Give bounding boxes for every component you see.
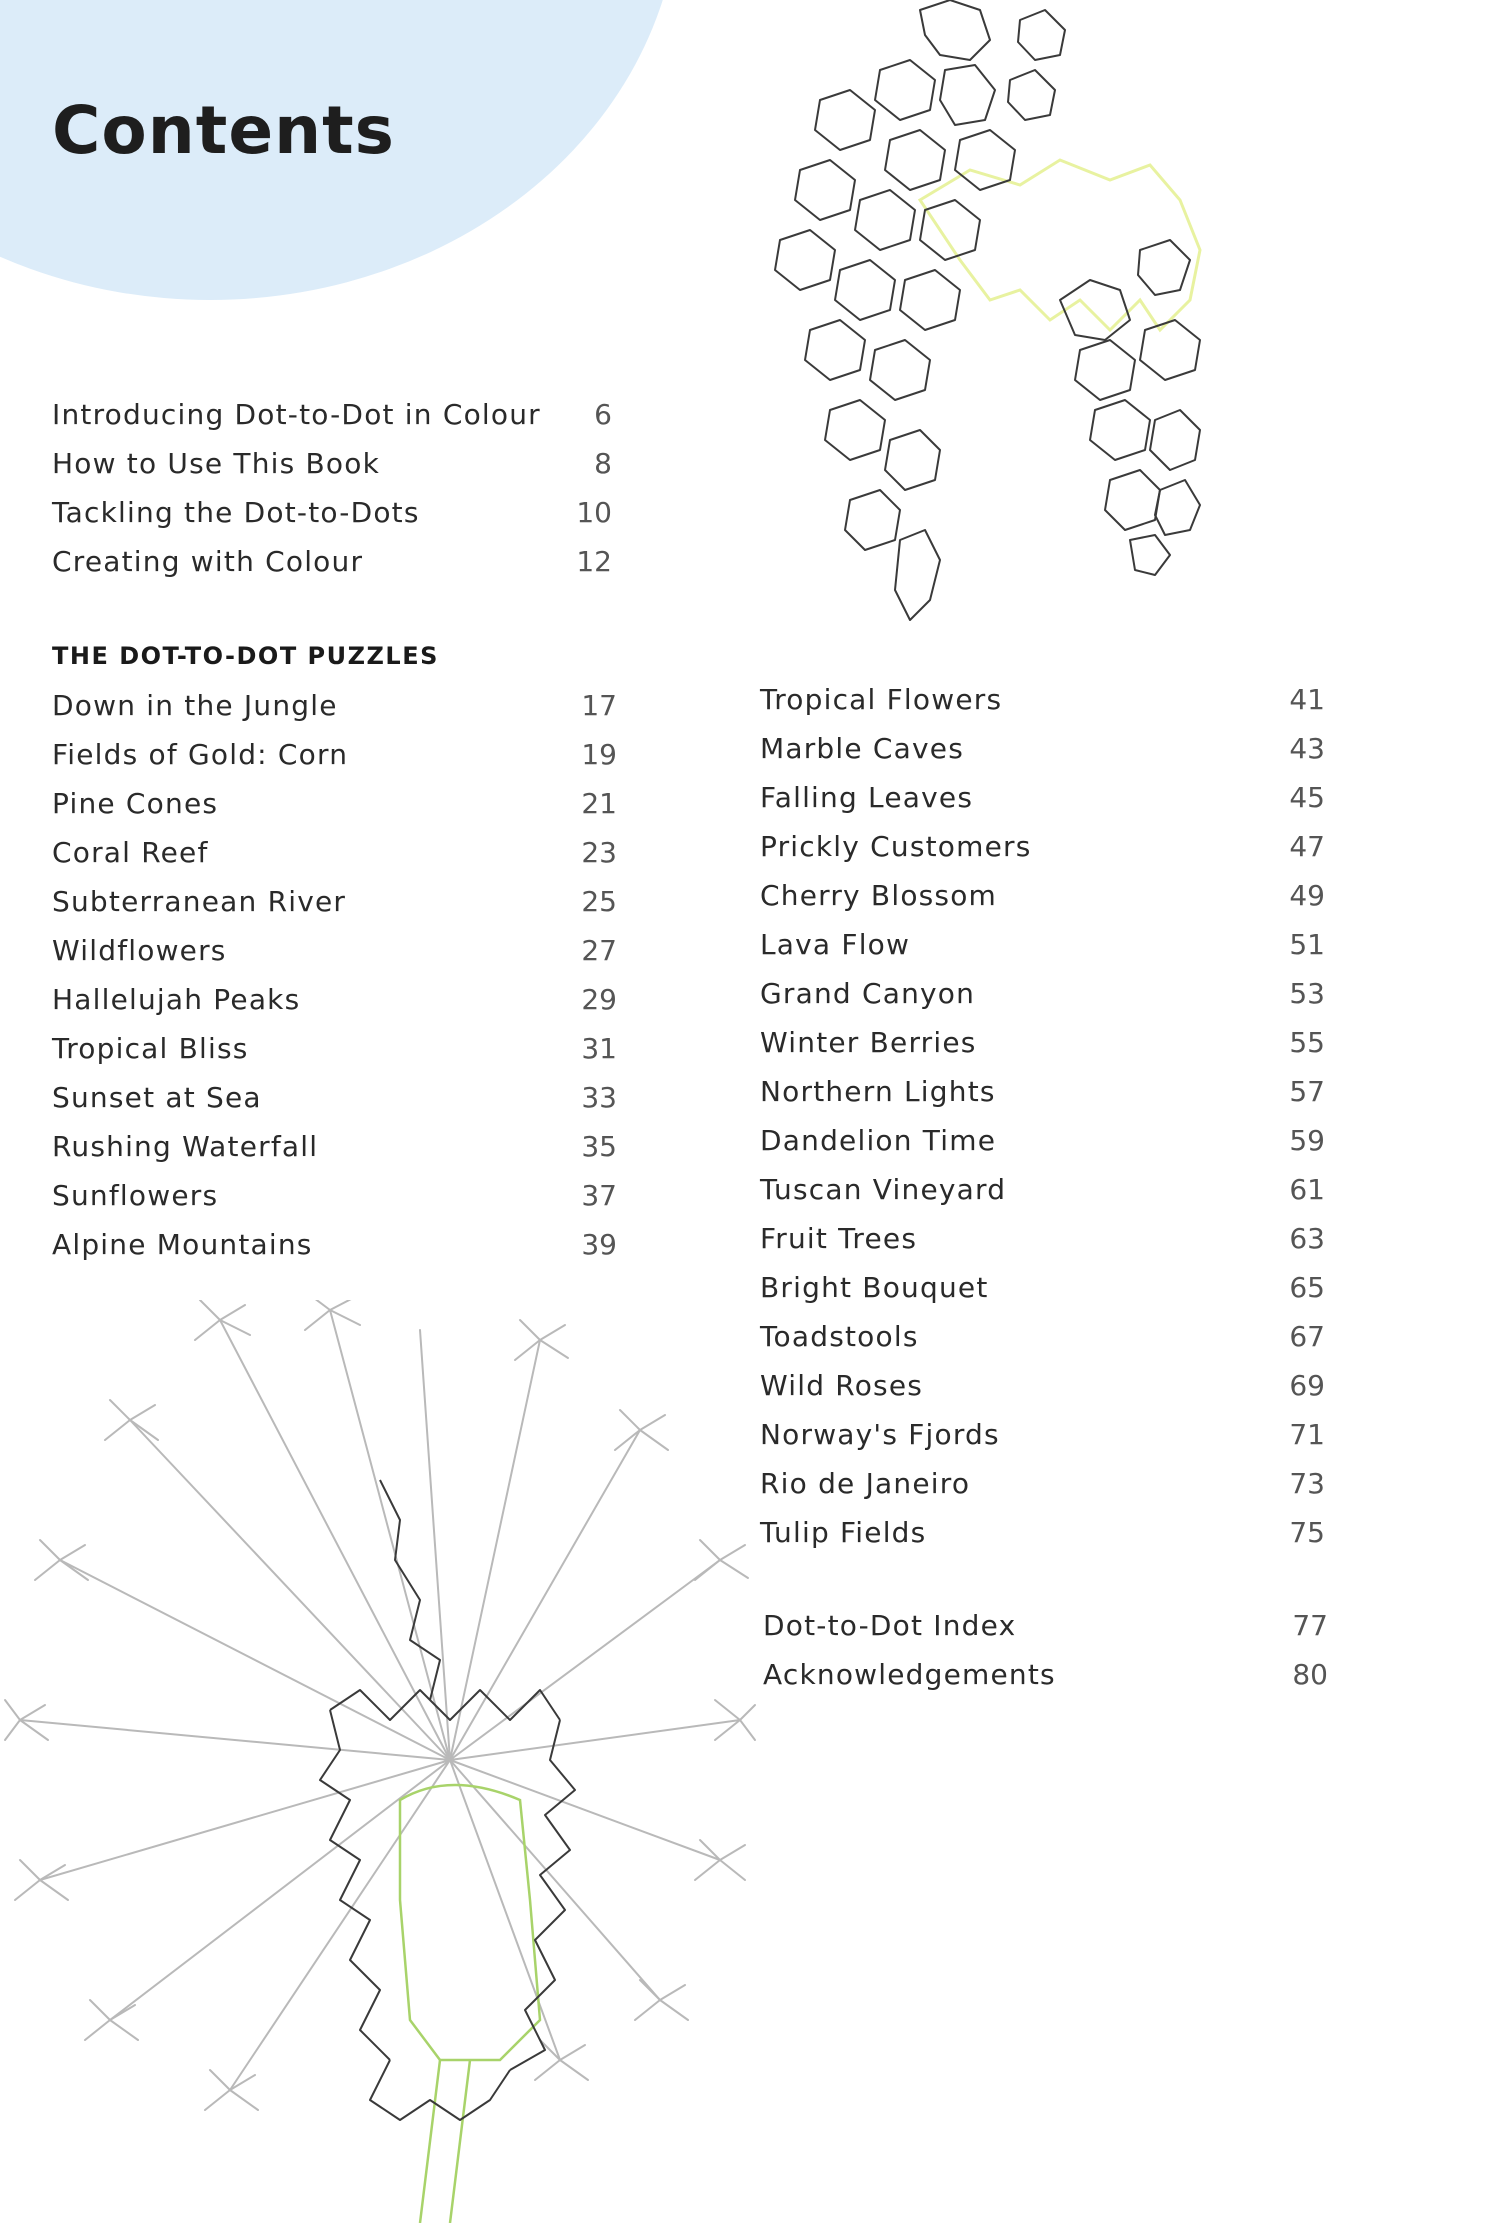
toc-entry-title: Dandelion Time: [760, 1124, 997, 1157]
toc-entry-title: Tackling the Dot-to-Dots: [52, 496, 420, 529]
toc-entry[interactable]: [763, 1601, 1328, 1650]
toc-entry-title: Down in the Jungle: [52, 689, 338, 722]
toc-entry-title: Grand Canyon: [760, 977, 976, 1010]
toc-entry[interactable]: [52, 1122, 617, 1171]
toc-entry-page: 27: [581, 934, 617, 967]
toc-entry-title: Tropical Flowers: [760, 683, 1003, 716]
toc-entry-title: Pine Cones: [52, 787, 219, 820]
intro-section: [52, 390, 612, 586]
toc-entry-page: 45: [1289, 781, 1325, 814]
toc-entry-title: Tropical Bliss: [52, 1032, 249, 1065]
toc-entry-page: 77: [1292, 1609, 1328, 1642]
toc-entry[interactable]: [52, 1073, 617, 1122]
toc-entry-title: Rushing Waterfall: [52, 1130, 319, 1163]
toc-entry-title: Alpine Mountains: [52, 1228, 313, 1261]
toc-entry[interactable]: [52, 877, 617, 926]
toc-entry-page: 59: [1289, 1124, 1325, 1157]
toc-entry-title: Marble Caves: [760, 732, 965, 765]
toc-entry-title: Introducing Dot-to-Dot in Colour: [52, 398, 541, 431]
toc-entry-page: 51: [1289, 928, 1325, 961]
toc-entry-page: 31: [581, 1032, 617, 1065]
toc-entry-title: Wild Roses: [760, 1369, 924, 1402]
toc-entry-page: 19: [581, 738, 617, 771]
toc-entry[interactable]: [52, 439, 612, 488]
toc-entry[interactable]: [52, 779, 617, 828]
toc-entry-page: 39: [581, 1228, 617, 1261]
toc-entry-title: Sunflowers: [52, 1179, 219, 1212]
toc-entry-page: 63: [1289, 1222, 1325, 1255]
puzzles-right-column: [760, 675, 1325, 1557]
toc-entry-page: 10: [576, 496, 612, 529]
toc-entry-title: Fruit Trees: [760, 1222, 918, 1255]
toc-entry[interactable]: [760, 822, 1325, 871]
toc-entry-page: 71: [1289, 1418, 1325, 1451]
toc-entry-page: 61: [1289, 1173, 1325, 1206]
toc-entry-page: 55: [1289, 1026, 1325, 1059]
toc-entry-title: Winter Berries: [760, 1026, 977, 1059]
toc-entry-page: 69: [1289, 1369, 1325, 1402]
toc-entry-page: 17: [581, 689, 617, 722]
toc-entry[interactable]: [760, 1459, 1325, 1508]
toc-entry-title: Bright Bouquet: [760, 1271, 989, 1304]
toc-entry[interactable]: [760, 773, 1325, 822]
toc-entry[interactable]: [52, 1220, 617, 1269]
toc-entry[interactable]: [760, 1067, 1325, 1116]
toc-entry-page: 37: [581, 1179, 617, 1212]
toc-entry-title: How to Use This Book: [52, 447, 381, 480]
toc-entry-page: 65: [1289, 1271, 1325, 1304]
toc-entry-title: Norway's Fjords: [760, 1418, 1000, 1451]
page-title: Contents: [52, 92, 395, 169]
toc-entry[interactable]: [52, 681, 617, 730]
toc-entry-title: Rio de Janeiro: [760, 1467, 971, 1500]
toc-entry-title: Coral Reef: [52, 836, 209, 869]
toc-entry-page: 57: [1289, 1075, 1325, 1108]
toc-entry-title: Wildflowers: [52, 934, 227, 967]
toc-entry[interactable]: [52, 730, 617, 779]
toc-entry-title: Toadstools: [760, 1320, 919, 1353]
toc-entry-title: Lava Flow: [760, 928, 911, 961]
toc-entry-title: Hallelujah Peaks: [52, 983, 301, 1016]
toc-entry-page: 75: [1289, 1516, 1325, 1549]
grape-cluster-illustration: [760, 0, 1360, 630]
back-matter-section: [763, 1601, 1328, 1699]
toc-entry-page: 67: [1289, 1320, 1325, 1353]
toc-entry-title: Subterranean River: [52, 885, 347, 918]
toc-entry[interactable]: [52, 537, 612, 586]
toc-entry[interactable]: [760, 1361, 1325, 1410]
toc-entry-page: 12: [576, 545, 612, 578]
toc-entry-page: 73: [1289, 1467, 1325, 1500]
toc-entry[interactable]: [760, 1116, 1325, 1165]
toc-entry[interactable]: [52, 1171, 617, 1220]
toc-entry-title: Falling Leaves: [760, 781, 974, 814]
toc-entry-title: Acknowledgements: [763, 1658, 1056, 1691]
toc-entry-title: Cherry Blossom: [760, 879, 998, 912]
toc-entry[interactable]: [760, 724, 1325, 773]
toc-entry[interactable]: [763, 1650, 1328, 1699]
toc-entry-page: 6: [594, 398, 612, 431]
toc-entry-page: 47: [1289, 830, 1325, 863]
toc-entry-title: Dot-to-Dot Index: [763, 1609, 1017, 1642]
toc-entry[interactable]: [52, 926, 617, 975]
toc-entry[interactable]: [760, 1214, 1325, 1263]
toc-entry[interactable]: [52, 1024, 617, 1073]
toc-entry-page: 43: [1289, 732, 1325, 765]
toc-entry[interactable]: [52, 488, 612, 537]
toc-entry-title: Sunset at Sea: [52, 1081, 262, 1114]
toc-entry[interactable]: [760, 1165, 1325, 1214]
toc-entry[interactable]: [760, 1263, 1325, 1312]
toc-entry-title: Fields of Gold: Corn: [52, 738, 349, 771]
puzzles-left-column: [52, 640, 617, 1269]
toc-entry[interactable]: [760, 920, 1325, 969]
toc-entry[interactable]: [52, 975, 617, 1024]
toc-entry[interactable]: [760, 1410, 1325, 1459]
dandelion-illustration: [0, 1300, 760, 2223]
toc-entry-title: Northern Lights: [760, 1075, 996, 1108]
toc-entry-title: Tuscan Vineyard: [760, 1173, 1007, 1206]
toc-entry-page: 25: [581, 885, 617, 918]
toc-entry-page: 33: [581, 1081, 617, 1114]
toc-entry[interactable]: [760, 969, 1325, 1018]
toc-entry-page: 35: [581, 1130, 617, 1163]
toc-entry-title: Tulip Fields: [760, 1516, 927, 1549]
toc-entry[interactable]: [52, 828, 617, 877]
toc-entry-title: Creating with Colour: [52, 545, 364, 578]
toc-entry-page: 29: [581, 983, 617, 1016]
toc-entry-page: 53: [1289, 977, 1325, 1010]
toc-entry[interactable]: [760, 675, 1325, 724]
toc-entry-page: 8: [594, 447, 612, 480]
toc-entry[interactable]: [52, 390, 612, 439]
toc-entry[interactable]: [760, 1508, 1325, 1557]
toc-entry-page: 80: [1292, 1658, 1328, 1691]
toc-entry-page: 41: [1289, 683, 1325, 716]
toc-entry[interactable]: [760, 1312, 1325, 1361]
toc-entry-title: Prickly Customers: [760, 830, 1032, 863]
toc-entry-page: 49: [1289, 879, 1325, 912]
toc-entry-page: 21: [581, 787, 617, 820]
section-heading: THE DOT-TO-DOT PUZZLES: [52, 642, 439, 670]
toc-entry[interactable]: [760, 871, 1325, 920]
toc-entry-page: 23: [581, 836, 617, 869]
toc-entry[interactable]: [760, 1018, 1325, 1067]
